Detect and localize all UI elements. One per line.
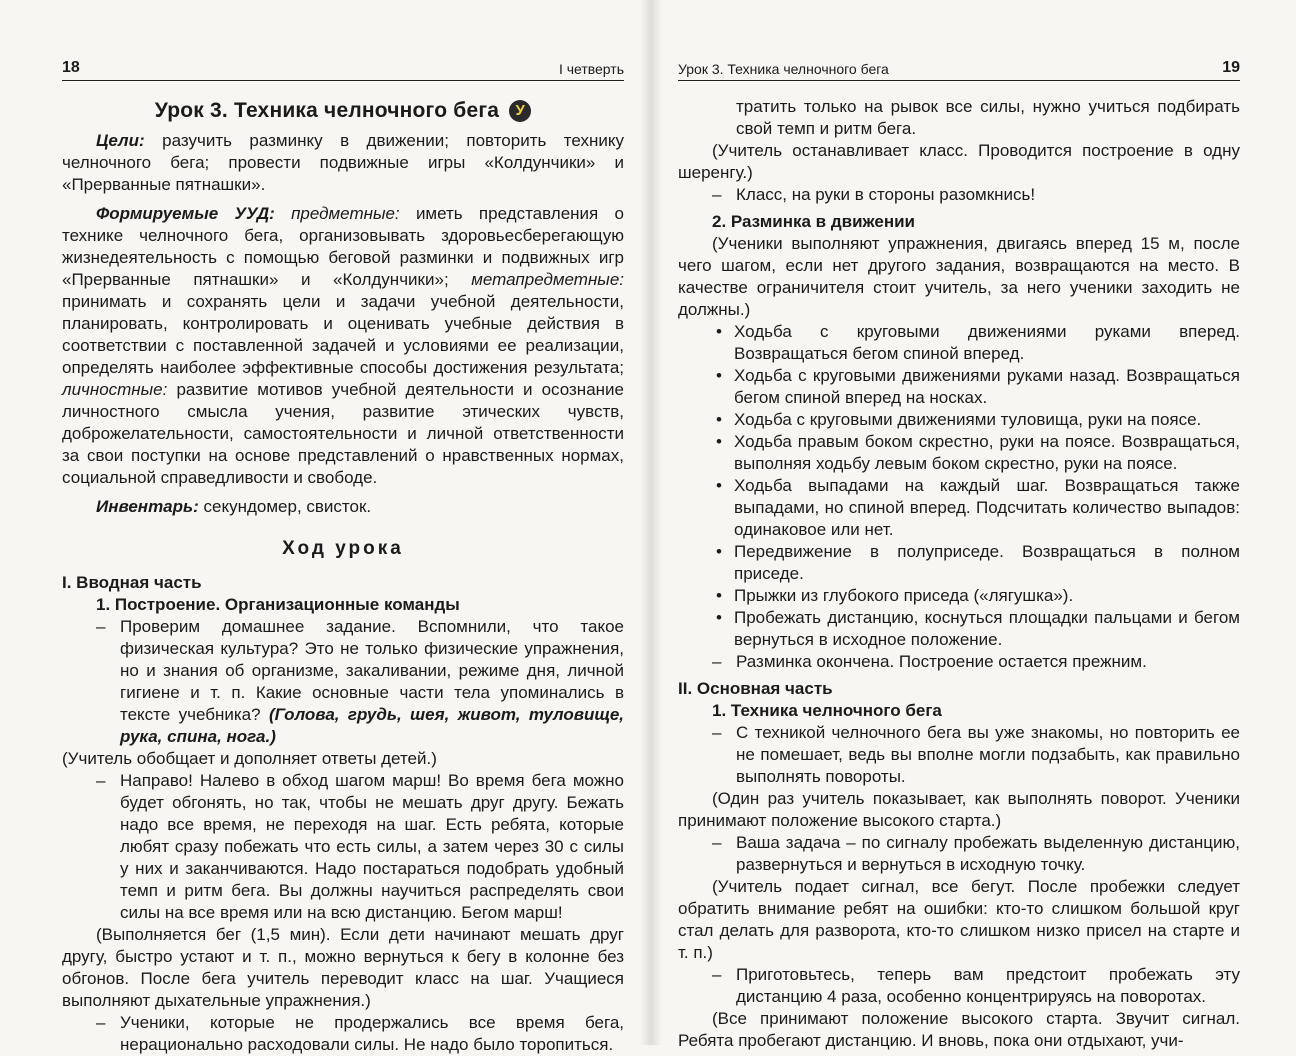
dialogue-ready — [678, 964, 1240, 1008]
lesson-course-title: Ход урока — [282, 538, 404, 559]
dialogue-homework-answer: (Голова, грудь, шея, живот, туловище, рука, спина, нога.) — [120, 705, 625, 746]
uud-label: Формируемые УУД: — [96, 204, 275, 223]
uud-subject-text: иметь представления о технике челночного бега, организовывать здоровьесберегающую жизнедеятельность с помощью беговой разминки и подвижных игр «Прерванные пятнашки» и «Колдунчики»; — [62, 204, 624, 289]
bullet-icon: • — [716, 608, 722, 627]
exercise-text: Пробежать дистанцию, коснуться площадки пальцами и бегом вернуться в исходное положение. — [734, 608, 1240, 649]
exercise-list-item — [678, 475, 1240, 541]
subsection-heading-shuttle: 1. Техника челночного бега — [712, 701, 942, 720]
uud-meta-text: принимать и сохранять цели и задачи учебной деятельности, планировать, контролировать и оценивать учебные действия в соответствии с поставленной задачей и условиями ее реализации, определять наиболее эффективные способы достижения результата; — [62, 292, 624, 377]
continued-text — [678, 96, 1240, 140]
dash-marker: – — [712, 833, 722, 852]
dash-marker: – — [96, 771, 106, 790]
dash-marker: – — [712, 652, 722, 671]
exercise-text: Ходьба с круговыми движениями руками вперед. Возвращаться бегом спиной вперед. — [734, 322, 1240, 363]
teacher-note-signal: (Учитель подает сигнал, все бегут. После пробежки следует обратить внимание ребят на ошибки: кто-то слишком большой круг стал делать для разворота, кто-то слишком низко присел на старте и т. п.) — [678, 877, 1240, 962]
exercise-text: Передвижение в полуприседе. Возвращаться в полном приседе. — [734, 542, 1240, 583]
dialogue-arms-text: Класс, на руки в стороны разомкнись! — [736, 185, 1036, 204]
dialogue-warmup-end-text: Разминка окончена. Построение остается прежним. — [736, 652, 1147, 671]
exercise-list-item — [678, 607, 1240, 651]
exercise-text: Ходьба выпадами на каждый шаг. Возвращаться также выпадами, но спиной вперед. Подсчитать количество выпадов: одинаковое или нет. — [734, 476, 1240, 539]
exercise-list-item — [678, 409, 1240, 431]
dialogue-students-text: Ученики, которые не продержались все время бега, нерационально расходовали силы. Не надо было торопиться. — [120, 1013, 624, 1054]
left-page-number: 18 — [62, 59, 80, 76]
part-heading-intro: I. Вводная часть — [62, 573, 202, 592]
bullet-icon: • — [716, 322, 722, 341]
dialogue-homework-text: Проверим домашнее задание. Вспомнили, что такое физическая культура? Это не только физические упражнения, но и знания об организме, закаливании, режиме дня, личной гигиене и т. п. Какие основные части тела упоминались в тексте учебника? — [120, 617, 624, 724]
dash-marker: – — [96, 617, 106, 636]
teacher-note-summary: (Учитель обобщает и дополняет ответы детей.) — [62, 749, 437, 768]
subsection-heading-formation: 1. Построение. Организационные команды — [96, 595, 460, 614]
teacher-note-run: (Выполняется бег (1,5 мин). Если дети начинают мешать друг другу, быстро устают и т. п., можно вернуться к бегу в колонне без обгонов. После бега учитель переводит класс на шаг. Учащиеся выполняют дыхательные упражнения.) — [62, 925, 624, 1010]
bullet-icon: • — [716, 586, 722, 605]
uud-subject-label: предметные: — [291, 204, 400, 223]
dash-marker: – — [96, 1013, 106, 1032]
dialogue-ready-text: Приготовьтесь, теперь вам предстоит пробежать эту дистанцию 4 раза, особенно концентрируясь на поворотах. — [736, 965, 1240, 1006]
right-page-number: 19 — [1222, 59, 1240, 76]
exercise-list-item — [678, 365, 1240, 409]
exercise-text: Ходьба с круговыми движениями туловища, руки на поясе. — [734, 410, 1202, 429]
continued-text-content: тратить только на рывок все силы, нужно учиться подбирать свой темп и ритм бега. — [736, 97, 1240, 138]
exercise-text: Прыжки из глубокого приседа («лягушка»). — [734, 586, 1074, 605]
lesson-type-badge-icon: У — [509, 100, 531, 122]
dash-marker: – — [712, 723, 722, 742]
left-running-head-text: I четверть — [558, 61, 624, 77]
dialogue-task — [678, 832, 1240, 876]
uud-meta-label: метапредметные: — [471, 270, 624, 289]
exercise-list-item — [678, 541, 1240, 585]
goals-label: Цели: — [96, 131, 145, 150]
dialogue-students — [62, 1012, 624, 1056]
bullet-icon: • — [716, 432, 722, 451]
uud-personal-label: личностные: — [62, 380, 168, 399]
bullet-icon: • — [716, 476, 722, 495]
inventory-text: секундомер, свисток. — [203, 497, 372, 516]
subsection-heading-warmup: 2. Разминка в движении — [712, 212, 916, 231]
bullet-icon: • — [716, 542, 722, 561]
left-page-body — [62, 96, 624, 1056]
part-heading-main: II. Основная часть — [678, 679, 833, 698]
right-running-head — [678, 58, 1240, 81]
inventory-label: Инвентарь: — [96, 497, 199, 516]
inventory-paragraph — [62, 496, 624, 518]
dash-marker: – — [712, 965, 722, 984]
dialogue-warmup-end — [678, 651, 1240, 673]
exercise-list-item — [678, 431, 1240, 475]
dialogue-technique-text: С техникой челночного бега вы уже знакомы, но повторить ее не помешает, ведь вы вполне могли подзабыть, как правильно выполнять повороты. — [736, 723, 1240, 786]
exercise-text: Ходьба правым боком скрестно, руки на поясе. Возвращаться, выполняя ходьбу левым боком скрестно, руки на поясе. — [734, 432, 1240, 473]
goals-text: разучить разминку в движении; повторить технику челночного бега; провести подвижные игры «Колдунчики» и «Прерванные пятнашки». — [62, 131, 624, 194]
left-running-head — [62, 58, 624, 81]
dialogue-task-text: Ваша задача – по сигналу пробежать выделенную дистанцию, развернуться и вернуться в исходную точку. — [736, 833, 1240, 874]
dialogue-arms — [678, 184, 1240, 206]
uud-personal-text: развитие мотивов учебной деятельности и осознание личностного смысла учения, развитие этических чувств, доброжелательности, самостоятельности и личной ответственности за свои поступки на основе представлений о нравственных нормах, социальной справедливости и свободе. — [62, 380, 624, 487]
lesson-title-text: Урок 3. Техника челночного бега — [154, 99, 500, 122]
dialogue-march-text: Направо! Налево в обход шагом марш! Во время бега можно будет обгонять, но так, чтобы не мешать друг другу. Бежать надо все время, не переходя на шаг. Есть ребята, которые любят сразу побежать что есть силы, а затем через 30 с силы у них и заканчиваются. Надо постараться подобрать удобный темп и ритм бега. Вы должны научиться распределять свои силы на все время или на всю дистанцию. Бегом марш! — [120, 771, 624, 922]
dialogue-homework — [62, 616, 624, 748]
exercise-list-item — [678, 321, 1240, 365]
exercise-text: Ходьба с круговыми движениями руками назад. Возвращаться бегом спиной вперед на носках. — [734, 366, 1240, 407]
goals-paragraph — [62, 130, 624, 196]
lesson-title — [62, 96, 624, 126]
bullet-icon: • — [716, 366, 722, 385]
dialogue-technique — [678, 722, 1240, 788]
dash-marker: – — [712, 185, 722, 204]
teacher-note-warmup: (Ученики выполняют упражнения, двигаясь вперед 15 м, после чего шагом, если нет другого задания, возвращаются на место. В качестве ограничителя стоит учитель, за него ученики заходить не должны.) — [678, 234, 1240, 319]
teacher-note-stop: (Учитель останавливает класс. Проводится построение в одну шеренгу.) — [678, 141, 1240, 182]
dialogue-march — [62, 770, 624, 924]
book-gutter — [640, 0, 662, 1045]
teacher-note-start: (Все принимают положение высокого старта. Звучит сигнал. Ребята пробегают дистанцию. И вновь, пока они отдыхают, учи- — [678, 1009, 1240, 1050]
bullet-icon: • — [716, 410, 722, 429]
teacher-note-demo: (Один раз учитель показывает, как выполнять поворот. Ученики принимают положение высокого старта.) — [678, 789, 1240, 830]
right-running-head-text: Урок 3. Техника челночного бега — [678, 61, 889, 77]
right-page-body — [678, 96, 1240, 1052]
exercise-list-item — [678, 585, 1240, 607]
uud-paragraph — [62, 203, 624, 489]
